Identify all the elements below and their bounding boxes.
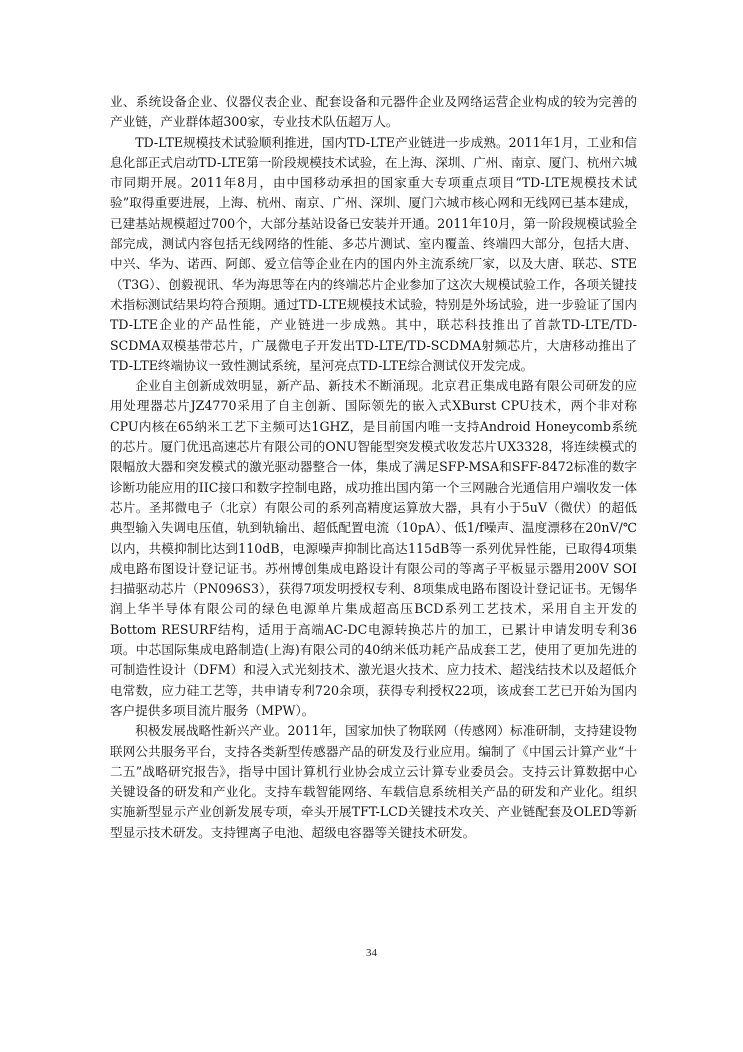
body-text — [110, 92, 637, 843]
paragraph-emerging-industries: 积极发展战略性新兴产业。2011年，国家加快了物联网（传感网）标准研制，支持建设物联网公共服务平台，支持各类新型传感器产品的研发及行业应用。编制了《中国云计算产业“十二五”战略研究报告》，指导中国计算机行业协会成立云计算专业委员会。支持云计算数据中心关键设备的研发和产业化。支持车载智能网络、车载信息系统相关产品的研发和产业化。组织实施新型显示产业创新发展专项，牵头开展TFT-LCD关键技术攻关、产业链配套及OLED等新型显示技术研发。支持锂离子电池、超级电容器等关键技术研发。 — [110, 723, 637, 840]
paragraph-enterprise-innovation: 企业自主创新成效明显，新产品、新技术不断涌现。北京君正集成电路有限公司研发的应用处理器芯片JZ4770采用了自主创新、国际领先的嵌入式XBurst CPU技术，两个非对称CPU内核在65纳米工艺下主频可达1GHZ，是目前国内唯一支持Android Honeycomb系统的芯片。厦门优迅高速芯片有限公司的ONU智能型突发模式收发芯片UX3328，将连续模式的限幅放大器和突发模式的激光驱动器整合一体，集成了满足SFP-MSA和SFF-8472标准的数字诊断功能应用的IIC接口和数字控制电路，成功推出国内第一个三网融合光通信用户端收发一体芯片。圣邦微电子（北京）有限公司的系列高精度运算放大器，具有小于5uV（微伏）的超低典型输入失调电压值，轨到轨输出、超低配置电流（10pA）、低1/f噪声、温度漂移在20nV/℃以内，共模抑制比达到110dB，电源噪声抑制比高达115dB等一系列优异性能，已取得4项集成电路布图设计登记证书。苏州博创集成电路设计有限公司的等离子平板显示器用200V SOI扫描驱动芯片（PN096S3），获得7项发明授权专利、8项集成电路布图设计登记证书。无锡华润上华半导体有限公司的绿色电源单片集成超高压BCD系列工艺技术，采用自主开发的Bottom RESURF结构，适用于高端AC-DC电源转换芯片的加工，已累计申请发明专利36项。中芯国际集成电路制造(上海)有限公司的40纳米低功耗产品成套工艺，使用了更加先进的可制造性设计（DFM）和浸入式光刻技术、激光退火技术、应力技术、超浅结技术以及超低介电常数，应力硅工艺等，共申请专利720余项，获得专利授权22项，该成套工艺已开始为国内客户提供多项目流片服务（MPW）。 — [110, 378, 637, 718]
paragraph-1-continuation: 业、系统设备企业、仪器仪表企业、配套设备和元器件企业及网络运营企业构成的较为完善的产业链，产业群体超300家，专业技术队伍超万人。 — [110, 94, 637, 130]
page-number: 34 — [366, 947, 377, 959]
paragraph-td-lte-trial: TD-LTE规模技术试验顺利推进，国内TD-LTE产业链进一步成熟。2011年1月，工业和信息化部正式启动TD-LTE第一阶段规模技术试验，在上海、深圳、广州、南京、厦门、杭州六城市同期开展。2011年8月，由中国移动承担的国家重大专项重点项目“TD-LTE规模技术试验”取得重要进展，上海、杭州、南京、广州、深圳、厦门六城市核心网和无线网已基本建成，已建基站规模超过700个，大部分基站设备已安装并开通。2011年10月，第一阶段规模试验全部完成，测试内容包括无线网络的性能、多芯片测试、室内覆盖、终端四大部分，包括大唐、中兴、华为、诺西、阿郎、爱立信等企业在内的国内外主流系统厂家，以及大唐、联芯、STE（T3G）、创毅视讯、华为海思等在内的终端芯片企业参加了这次大规模试验工作，各项关键技术指标测试结果均符合预期。通过TD-LTE规模技术试验，特别是外场试验，进一步验证了国内TD-LTE企业的产品性能，产业链进一步成熟。其中，联芯科技推出了首款TD-LTE/TD-SCDMA双模基带芯片，广晟微电子开发出TD-LTE/TD-SCDMA射频芯片，大唐移动推出了TD-LTE终端协议一致性测试系统，星河亮点TD-LTE综合测试仪开发完成。 — [110, 134, 637, 373]
